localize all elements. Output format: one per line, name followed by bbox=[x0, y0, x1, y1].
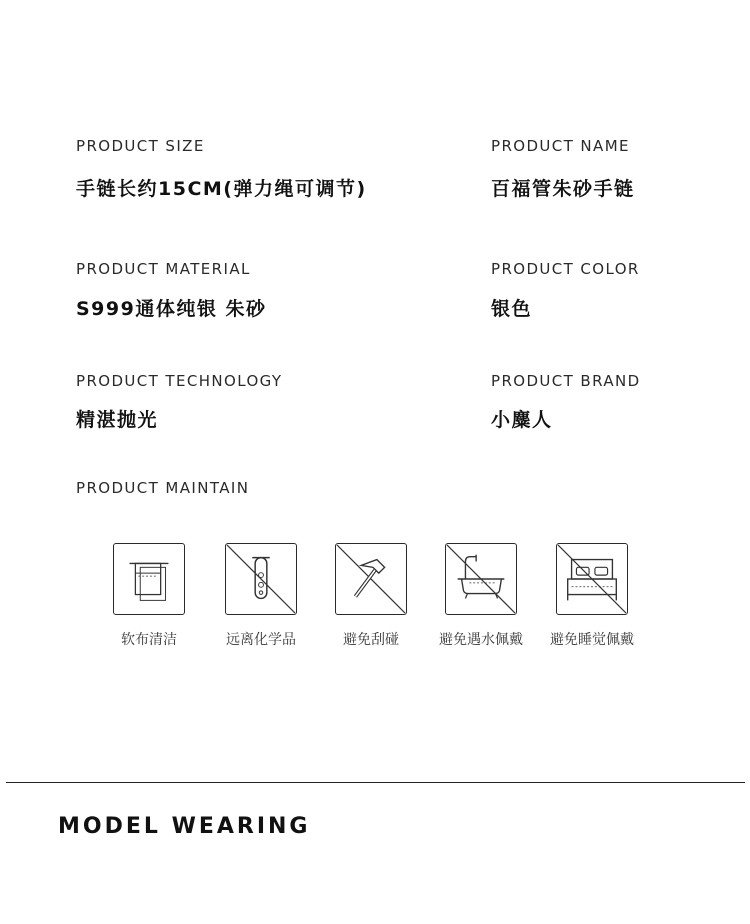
care-item-avoid-water bbox=[426, 543, 536, 649]
section-divider bbox=[6, 782, 745, 783]
care-caption: 软布清洁 bbox=[121, 632, 177, 648]
spec-technology-label: PRODUCT TECHNOLOGY bbox=[76, 372, 283, 390]
spec-technology bbox=[76, 372, 283, 432]
spec-maintain bbox=[76, 479, 249, 497]
care-caption: 避免刮碰 bbox=[343, 632, 399, 648]
spec-size-value: 手链长约15CM(弹力绳可调节) bbox=[76, 178, 367, 200]
spec-maintain-label: PRODUCT MAINTAIN bbox=[76, 479, 250, 497]
bathtub-prohibited-icon bbox=[445, 543, 517, 615]
care-caption: 避免睡觉佩戴 bbox=[550, 632, 634, 648]
towel-icon bbox=[113, 543, 185, 615]
spec-technology-value: 精湛抛光 bbox=[76, 409, 159, 431]
care-item-avoid-scratch bbox=[316, 543, 426, 649]
care-item-soft-cloth bbox=[94, 543, 204, 649]
hammer-prohibited-icon bbox=[335, 543, 407, 615]
model-wearing-title: MODEL WEARING bbox=[58, 814, 311, 839]
care-item-avoid-sleep bbox=[537, 543, 647, 649]
spec-name bbox=[491, 137, 635, 201]
spec-size-label: PRODUCT SIZE bbox=[76, 137, 205, 155]
spec-brand-label: PRODUCT BRAND bbox=[491, 372, 641, 390]
spec-brand bbox=[491, 372, 641, 432]
spec-color-label: PRODUCT COLOR bbox=[491, 260, 640, 278]
spec-material-value: S999通体纯银 朱砂 bbox=[76, 298, 267, 320]
care-item-no-chemicals bbox=[206, 543, 316, 649]
spec-size bbox=[76, 137, 367, 201]
care-caption: 避免遇水佩戴 bbox=[439, 632, 523, 648]
spec-name-value: 百福管朱砂手链 bbox=[491, 178, 635, 200]
spec-material-label: PRODUCT MATERIAL bbox=[76, 260, 251, 278]
test-tube-prohibited-icon bbox=[225, 543, 297, 615]
care-caption: 远离化学品 bbox=[226, 632, 296, 648]
spec-brand-value: 小麋人 bbox=[491, 409, 553, 431]
bed-prohibited-icon bbox=[556, 543, 628, 615]
spec-color bbox=[491, 260, 640, 321]
spec-name-label: PRODUCT NAME bbox=[491, 137, 630, 155]
spec-color-value: 银色 bbox=[491, 298, 533, 320]
spec-material bbox=[76, 260, 266, 321]
